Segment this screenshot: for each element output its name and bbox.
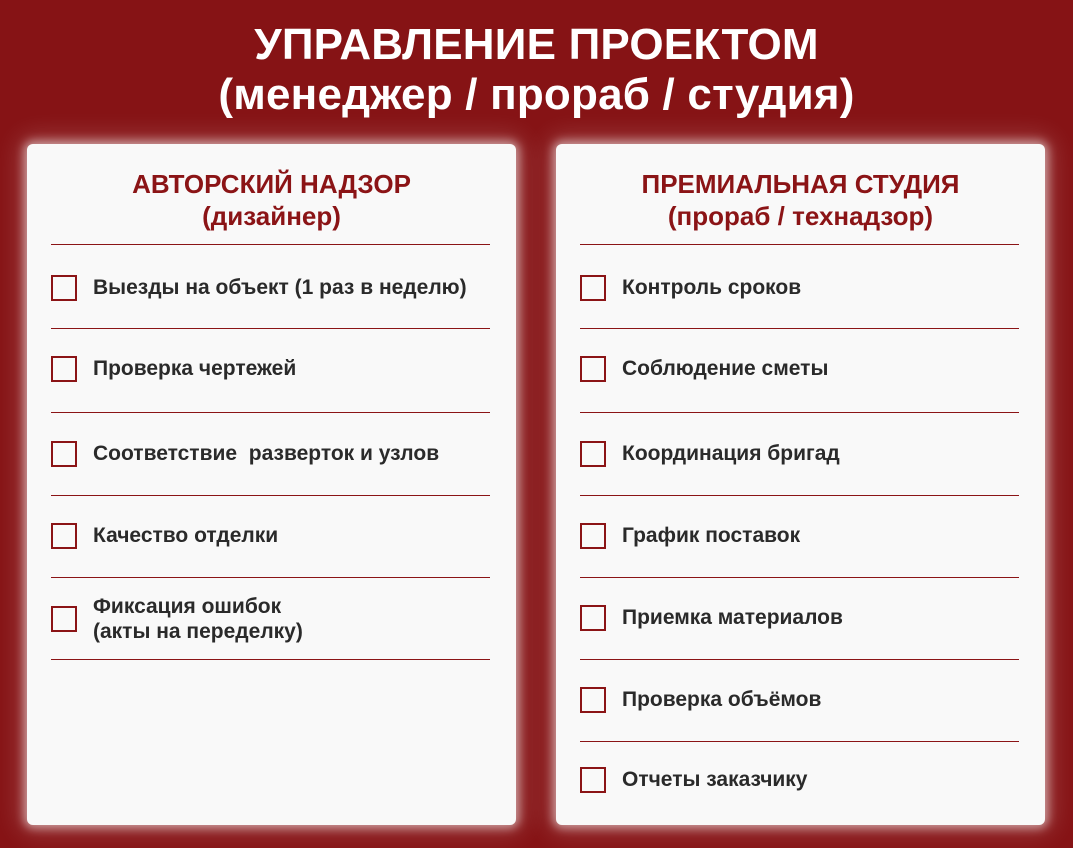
checklist-item[interactable] <box>580 356 1019 386</box>
card-heading <box>556 168 1045 232</box>
card-heading-line-2: (прораб / технадзор) <box>667 201 934 231</box>
checklist-item[interactable] <box>51 523 490 553</box>
checklist-item-label: Качество отделки <box>93 524 279 547</box>
checkbox[interactable] <box>51 441 77 467</box>
card-heading-line-1: АВТОРСКИЙ НАДЗОР <box>132 169 411 199</box>
card-heading <box>27 168 516 232</box>
checklist-item-label: График поставок <box>622 524 801 547</box>
checkbox[interactable] <box>580 523 606 549</box>
checklist-item-label: Соблюдение сметы <box>622 357 829 380</box>
checklist-item[interactable] <box>51 595 490 643</box>
divider <box>580 577 1019 578</box>
checklist-item-label-line-1: Фиксация ошибок <box>93 595 282 618</box>
checkbox[interactable] <box>51 606 77 632</box>
divider <box>580 495 1019 496</box>
checklist-item-label: Отчеты заказчику <box>622 768 808 791</box>
premium-studio-card <box>556 144 1045 825</box>
page-title <box>0 20 1073 120</box>
checklist-item[interactable] <box>580 687 1019 717</box>
checklist-item[interactable] <box>580 275 1019 305</box>
divider <box>580 244 1019 245</box>
checkbox[interactable] <box>580 687 606 713</box>
checklist-item-label: Проверка чертежей <box>93 357 297 380</box>
divider <box>580 741 1019 742</box>
checklist-item-label: Координация бригад <box>622 442 840 465</box>
checklist-item-label <box>93 594 303 644</box>
checkbox[interactable] <box>580 275 606 301</box>
divider <box>51 328 490 329</box>
checkbox[interactable] <box>51 356 77 382</box>
checklist-item[interactable] <box>51 275 490 305</box>
checklist-item[interactable] <box>51 356 490 386</box>
checklist-item-label: Проверка объёмов <box>622 688 822 711</box>
checkbox[interactable] <box>580 356 606 382</box>
divider <box>580 659 1019 660</box>
page-title-line-1: УПРАВЛЕНИЕ ПРОЕКТОМ <box>254 20 819 69</box>
checklist-item[interactable] <box>51 441 490 471</box>
card-heading-line-1: ПРЕМИАЛЬНАЯ СТУДИЯ <box>641 169 960 199</box>
checkbox[interactable] <box>51 275 77 301</box>
checklist-item[interactable] <box>580 441 1019 471</box>
checkbox[interactable] <box>580 441 606 467</box>
divider <box>51 244 490 245</box>
checkbox[interactable] <box>580 605 606 631</box>
divider <box>51 659 490 660</box>
checklist-item-label: Соответствие разверток и узлов <box>93 442 440 465</box>
author-supervision-card <box>27 144 516 825</box>
checklist-item-label: Приемка материалов <box>622 606 843 629</box>
checklist-item[interactable] <box>580 767 1019 797</box>
page-title-line-2: (менеджер / прораб / студия) <box>218 70 855 119</box>
divider <box>51 495 490 496</box>
divider <box>580 328 1019 329</box>
divider <box>580 412 1019 413</box>
checkbox[interactable] <box>580 767 606 793</box>
card-heading-line-2: (дизайнер) <box>202 201 341 231</box>
checklist-item[interactable] <box>580 605 1019 635</box>
divider <box>51 577 490 578</box>
checkbox[interactable] <box>51 523 77 549</box>
checklist-item-label-line-2: (акты на переделку) <box>93 620 303 643</box>
divider <box>51 412 490 413</box>
checklist-item-label: Контроль сроков <box>622 276 802 299</box>
checklist-item-label: Выезды на объект (1 раз в неделю) <box>93 276 467 299</box>
checklist-item[interactable] <box>580 523 1019 553</box>
